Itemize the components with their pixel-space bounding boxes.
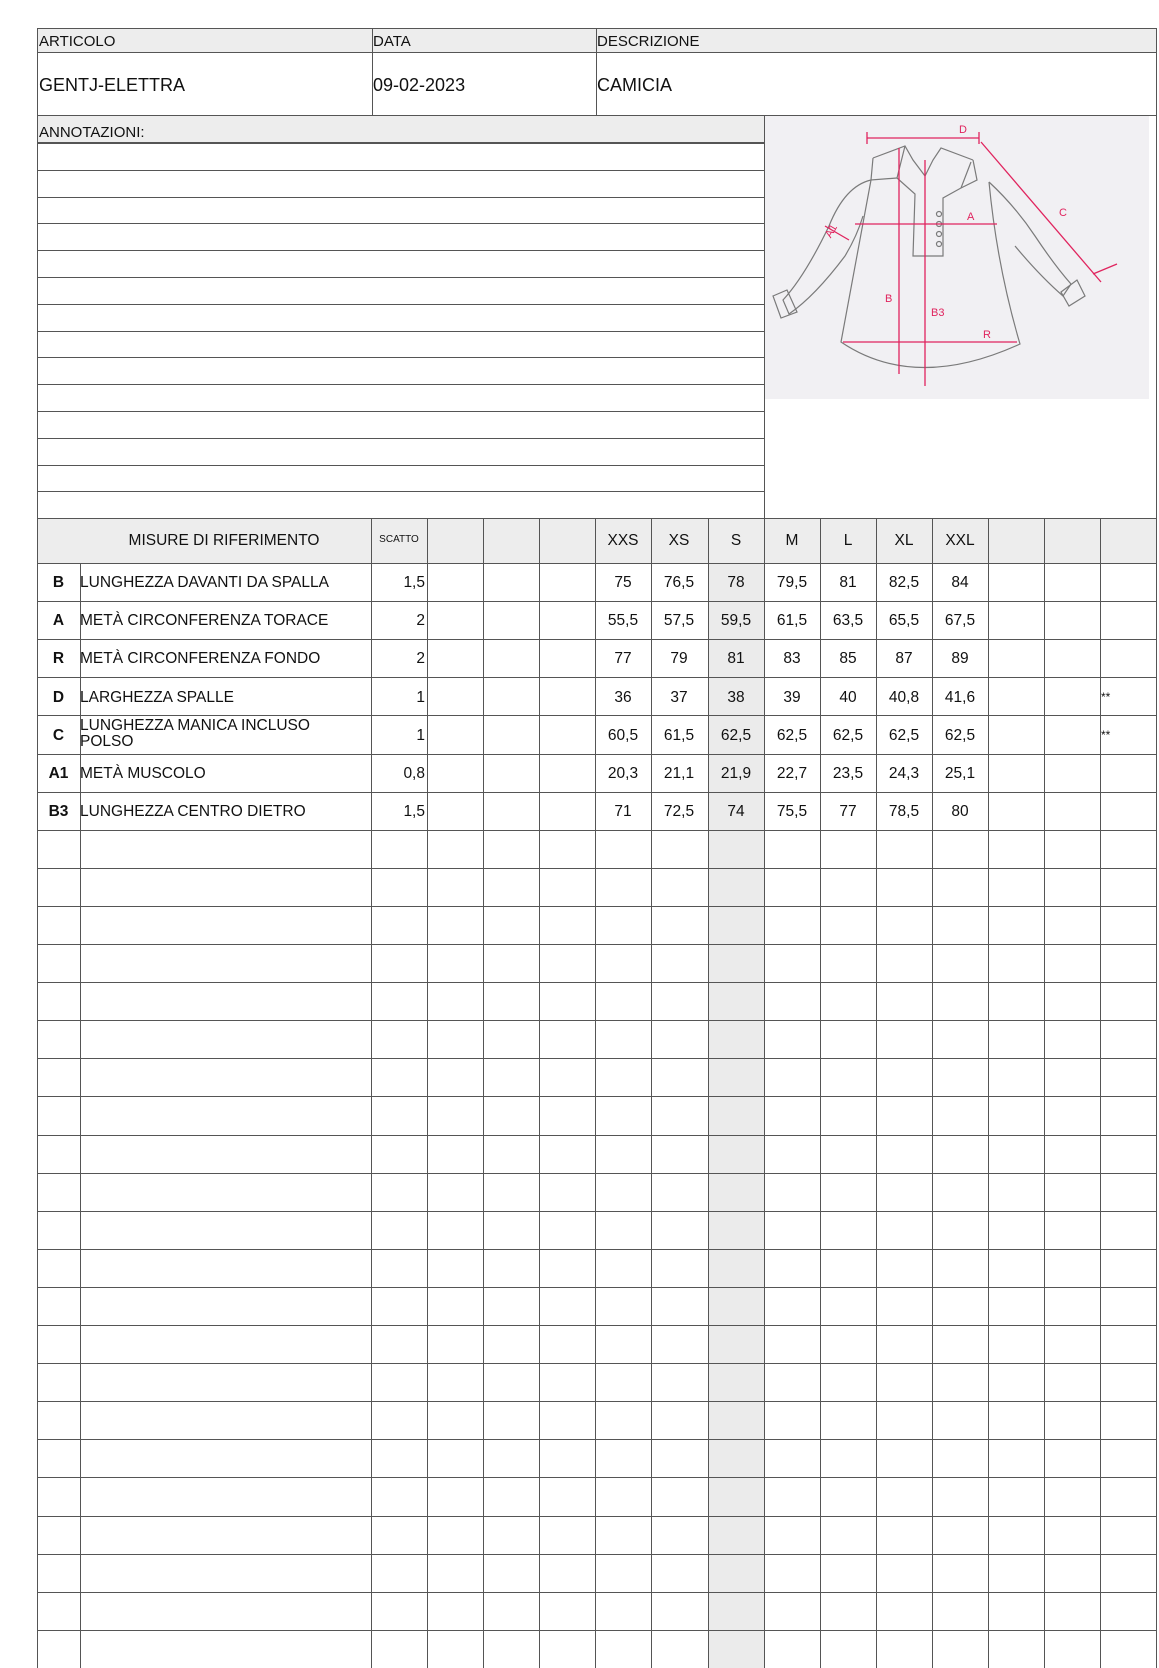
grid-row-line xyxy=(37,1439,1157,1440)
grid-row-line xyxy=(37,518,1157,519)
articolo-label: ARTICOLO xyxy=(39,33,116,50)
row-value: 74 xyxy=(727,803,745,820)
row-value: 21,9 xyxy=(720,765,752,782)
row-value: 40 xyxy=(839,689,857,706)
data-value: 09-02-2023 xyxy=(373,75,466,95)
row-value: 67,5 xyxy=(944,612,976,629)
row-code: B3 xyxy=(48,803,69,820)
note-line xyxy=(38,143,764,144)
size-header-xxs: XXS xyxy=(607,532,639,549)
row-value: 36 xyxy=(614,689,632,706)
row-value: 62,5 xyxy=(776,727,808,744)
grid-row-line xyxy=(37,1173,1157,1174)
grid-row-line xyxy=(37,982,1157,983)
note-line xyxy=(38,357,764,358)
note-line xyxy=(38,223,764,224)
descrizione-value: CAMICIA xyxy=(597,75,673,95)
row-value: 78,5 xyxy=(888,803,920,820)
grid-row-line xyxy=(37,868,1157,869)
row-value: 55,5 xyxy=(607,612,639,629)
row-scatto: 2 xyxy=(416,650,425,667)
grid-row-line xyxy=(37,944,1157,945)
grid-row-line xyxy=(37,792,1157,793)
grid-row-line xyxy=(37,1401,1157,1402)
size-header-l: L xyxy=(843,532,853,549)
row-value: 24,3 xyxy=(888,765,920,782)
row-value: 89 xyxy=(951,650,969,667)
row-value: 23,5 xyxy=(832,765,864,782)
row-code: A xyxy=(52,612,65,629)
sketch-area xyxy=(765,116,1157,518)
row-value: 75,5 xyxy=(776,803,808,820)
sketch-label: D xyxy=(959,124,967,136)
grid-row-line xyxy=(37,1135,1157,1136)
descrizione-label: DESCRIZIONE xyxy=(597,33,700,50)
grid-row-line xyxy=(37,639,1157,640)
sketch-label: A1 xyxy=(822,222,841,240)
note-line xyxy=(38,170,764,171)
note-line xyxy=(38,438,764,439)
sketch-label: B xyxy=(885,293,893,305)
sketch-label: C xyxy=(1059,207,1067,219)
row-code: D xyxy=(52,689,65,706)
row-value: 41,6 xyxy=(944,689,976,706)
row-label-line1: LUNGHEZZA MANICA INCLUSO xyxy=(80,717,310,734)
row-scatto: 0,8 xyxy=(403,765,425,782)
grid-row-line xyxy=(37,1020,1157,1021)
row-value: 62,5 xyxy=(888,727,920,744)
size-header-xxl: XXL xyxy=(945,532,975,549)
grid-row-line xyxy=(37,1325,1157,1326)
grid-col-line xyxy=(539,518,540,1668)
shirt-diagram xyxy=(765,116,1149,399)
scatto-header: SCATTO xyxy=(379,534,419,545)
row-code: C xyxy=(52,727,65,744)
sketch-label: A xyxy=(967,211,975,223)
grid-col-line xyxy=(988,518,989,1668)
note-line xyxy=(38,304,764,305)
note-line xyxy=(38,411,764,412)
grid-row-line xyxy=(37,677,1157,678)
note-line xyxy=(38,465,764,466)
row-code: R xyxy=(52,650,65,667)
row-value: 61,5 xyxy=(776,612,808,629)
data-label: DATA xyxy=(373,33,411,50)
row-scatto: 1,5 xyxy=(403,574,425,591)
row-value: 83 xyxy=(783,650,801,667)
row-scatto: 2 xyxy=(416,612,425,629)
row-value: 78 xyxy=(727,574,745,591)
grid-row-line xyxy=(37,1211,1157,1212)
row-value: 79 xyxy=(670,650,688,667)
grid-row-line xyxy=(37,906,1157,907)
row-scatto: 1 xyxy=(416,689,425,706)
row-value: 63,5 xyxy=(832,612,864,629)
notes-title: ANNOTAZIONI: xyxy=(38,116,764,143)
note-line xyxy=(38,277,764,278)
articolo-value: GENTJ-ELETTRA xyxy=(39,75,186,95)
grid-row-line xyxy=(37,830,1157,831)
row-value: 84 xyxy=(951,574,969,591)
row-value: 40,8 xyxy=(888,689,920,706)
grid-col-line xyxy=(483,518,484,1668)
grid-row-line xyxy=(37,601,1157,602)
row-code: B xyxy=(52,574,65,591)
row-value: 39 xyxy=(783,689,801,706)
grid-col-line xyxy=(427,518,428,1668)
header-block xyxy=(37,28,1157,116)
row-value: 59,5 xyxy=(720,612,752,629)
grid-col-line xyxy=(1044,518,1045,1668)
grid-row-line xyxy=(37,1058,1157,1059)
row-value: 62,5 xyxy=(944,727,976,744)
grid-row-line xyxy=(37,1363,1157,1364)
row-value: 61,5 xyxy=(663,727,695,744)
row-label: LUNGHEZZA CENTRO DIETRO xyxy=(80,803,306,820)
row-value: 71 xyxy=(614,803,632,820)
grid-row-line xyxy=(37,1477,1157,1478)
row-label: METÀ CIRCONFERENZA FONDO xyxy=(80,650,321,667)
size-header-m: M xyxy=(785,532,799,549)
notes-block xyxy=(37,116,765,518)
note-line xyxy=(38,491,764,492)
grid-row-line xyxy=(37,1630,1157,1631)
row-value: 22,7 xyxy=(776,765,808,782)
grid-row-line xyxy=(37,754,1157,755)
row-value: 82,5 xyxy=(888,574,920,591)
row-value: 75 xyxy=(614,574,632,591)
shirt-sketch xyxy=(765,116,1149,399)
grid-row-line xyxy=(37,1516,1157,1517)
size-header-s: S xyxy=(730,532,742,549)
grid-row-line xyxy=(37,563,1157,564)
row-value: 79,5 xyxy=(776,574,808,591)
grid-col-line xyxy=(1156,518,1157,1668)
row-value: 60,5 xyxy=(607,727,639,744)
row-code: A1 xyxy=(48,765,69,782)
row-value: 65,5 xyxy=(888,612,920,629)
note-line xyxy=(38,250,764,251)
row-label: LARGHEZZA SPALLE xyxy=(80,689,234,706)
row-value: 81 xyxy=(839,574,857,591)
sketch-label: R xyxy=(983,329,991,341)
row-value: 57,5 xyxy=(663,612,695,629)
row-value: 80 xyxy=(951,803,969,820)
grid-row-line xyxy=(37,1096,1157,1097)
row-value: 76,5 xyxy=(663,574,695,591)
row-note: ** xyxy=(1101,728,1111,742)
row-value: 62,5 xyxy=(720,727,752,744)
row-label: METÀ CIRCONFERENZA TORACE xyxy=(80,612,329,629)
size-header-xl: XL xyxy=(894,532,914,549)
row-value: 37 xyxy=(670,689,688,706)
row-label-line2: POLSO xyxy=(80,733,134,750)
row-value: 72,5 xyxy=(663,803,695,820)
row-value: 38 xyxy=(727,689,745,706)
row-scatto: 1 xyxy=(416,727,425,744)
row-value: 62,5 xyxy=(832,727,864,744)
row-value: 81 xyxy=(727,650,745,667)
sketch-label: B3 xyxy=(931,307,945,319)
note-line xyxy=(38,197,764,198)
grid-row-line xyxy=(37,1554,1157,1555)
row-value: 25,1 xyxy=(944,765,976,782)
size-header-xs: XS xyxy=(668,532,690,549)
row-value: 77 xyxy=(614,650,632,667)
row-value: 85 xyxy=(839,650,857,667)
row-label: METÀ MUSCOLO xyxy=(80,765,206,782)
row-value: 20,3 xyxy=(607,765,639,782)
grid-row-line xyxy=(37,1249,1157,1250)
row-label: LUNGHEZZA DAVANTI DA SPALLA xyxy=(80,574,329,591)
reference-header: MISURE DI RIFERIMENTO xyxy=(128,532,320,549)
grid-row-line xyxy=(37,1287,1157,1288)
row-value: 87 xyxy=(895,650,913,667)
row-scatto: 1,5 xyxy=(403,803,425,820)
note-line xyxy=(38,384,764,385)
row-value: 77 xyxy=(839,803,857,820)
row-value: 21,1 xyxy=(663,765,695,782)
measurement-table xyxy=(37,518,1157,1668)
grid-row-line xyxy=(37,1592,1157,1593)
note-line xyxy=(38,331,764,332)
row-note: ** xyxy=(1101,690,1111,704)
